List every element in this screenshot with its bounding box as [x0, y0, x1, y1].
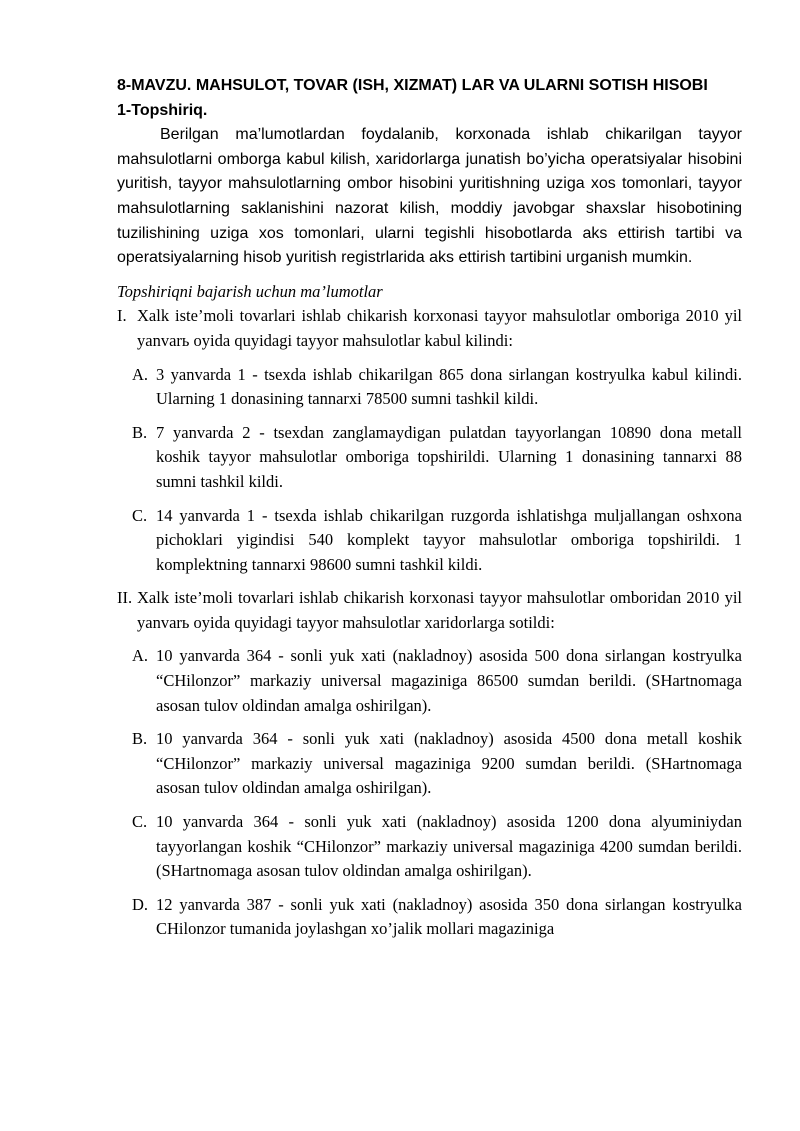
section-text: Xalk iste’moli tovarlari ishlab chikarish korxonasi tayyor mahsulotlar omboridan 2010 yil yanvarь oyida quyidagi tayyor mahsulotlar xaridorlarga sotildi:: [137, 588, 742, 632]
item-marker: A.: [132, 646, 149, 666]
intro-paragraph: Berilgan ma’lumotlardan foydalanib, korxonada ishlab chikarilgan tayyor mahsulotlarni omborga kabul kilish, xaridorlarga junatish bo’yicha operatsiyalar hisobini yuritish, tayyor mahsulotlarning ombor hisobini yuritishning uziga xos tomonlari, tayyor mahsulotlarning saklanishini nazorat kilish, moddiy javobgar shaxslar hisobotining tuzilishining uziga xos tomonlari, ularni tegishli hisobotlarda aks ettirish tartibi va operatsiyalarning hisob yuritish registrlarida aks ettirish tartibini urganish mumkin.: [117, 126, 742, 267]
item-text: 10 yanvarda 364 - sonli yuk xati (nakladnoy) asosida 1200 dona alyuminiydan tayyorlangan koshik “CHilonzor” markaziy universal magaziniga 4200 sumdan berildi. (SHartnomaga asosan tulov oldindan amalga oshirilgan).: [156, 812, 742, 881]
item-marker: A.: [132, 364, 149, 384]
task-label: 1-Topshiriq.: [117, 101, 208, 119]
section-ii: [117, 586, 742, 635]
list-item: [117, 893, 742, 942]
item-marker: C.: [132, 505, 148, 525]
list-item: [117, 363, 742, 412]
section-marker: I.: [117, 306, 127, 326]
item-text: 10 yanvarda 364 - sonli yuk xati (nakladnoy) asosida 500 dona sirlangan kostryulka “CHilonzor” markaziy universal magaziniga 86500 sumdan berildi. (SHartnomaga asosan tulov oldindan amalga oshirilgan).: [156, 646, 742, 715]
document-title: 8-MAVZU. MAHSULOT, TOVAR (ISH, XIZMAT) LAR VA ULARNI SOTISH HISOBI: [117, 77, 708, 94]
item-text: 10 yanvarda 364 - sonli yuk xati (nakladnoy) asosida 4500 dona metall koshik “CHilonzor” markaziy universal magaziniga 9200 sumdan berildi. (SHartnomaga asosan tulov oldindan amalga oshirilgan).: [156, 729, 742, 798]
section-marker: II.: [117, 588, 133, 608]
list-item: [117, 644, 742, 718]
page-content: [117, 74, 742, 942]
item-text: 12 yanvarda 387 - sonli yuk xati (nakladnoy) asosida 350 dona sirlangan kostryulka CHilonzor tumanida joylashgan xo’jalik mollari magaziniga: [156, 894, 742, 939]
section-i: [117, 304, 742, 353]
item-marker: B.: [132, 422, 148, 442]
item-marker: B.: [132, 729, 148, 749]
list-item: [117, 810, 742, 884]
data-subheading: Topshiriqni bajarish uchun ma’lumotlar: [117, 281, 383, 301]
item-marker: D.: [132, 894, 149, 914]
item-text: 7 yanvarda 2 - tsexdan zanglamaydigan pulatdan tayyorlangan 10890 dona metall koshik tayyor mahsulotlar omboriga topshirildi. Ularning 1 donasining tannarxi 88 sumni tashkil kildi.: [156, 422, 742, 491]
item-marker: C.: [132, 812, 148, 832]
section-text: Xalk iste’moli tovarlari ishlab chikarish korxonasi tayyor mahsulotlar omboriga 2010 yil yanvarь oyida quyidagi tayyor mahsulotlar kabul kilindi:: [137, 306, 742, 350]
list-item: [117, 504, 742, 578]
list-item: [117, 421, 742, 495]
item-text: 14 yanvarda 1 - tsexda ishlab chikarilgan ruzgorda ishlatishga muljallangan oshxona pichoklari yigindisi 540 komplekt tayyor mahsulotlar omboriga topshirildi. 1 komplektning tannarxi 98600 sumni tashkil kildi.: [156, 505, 742, 574]
list-item: [117, 727, 742, 801]
item-text: 3 yanvarda 1 - tsexda ishlab chikarilgan 865 dona sirlangan kostryulka kabul kilindi. Ularning 1 donasining tannarxi 78500 sumni tashkil kildi.: [156, 364, 742, 409]
